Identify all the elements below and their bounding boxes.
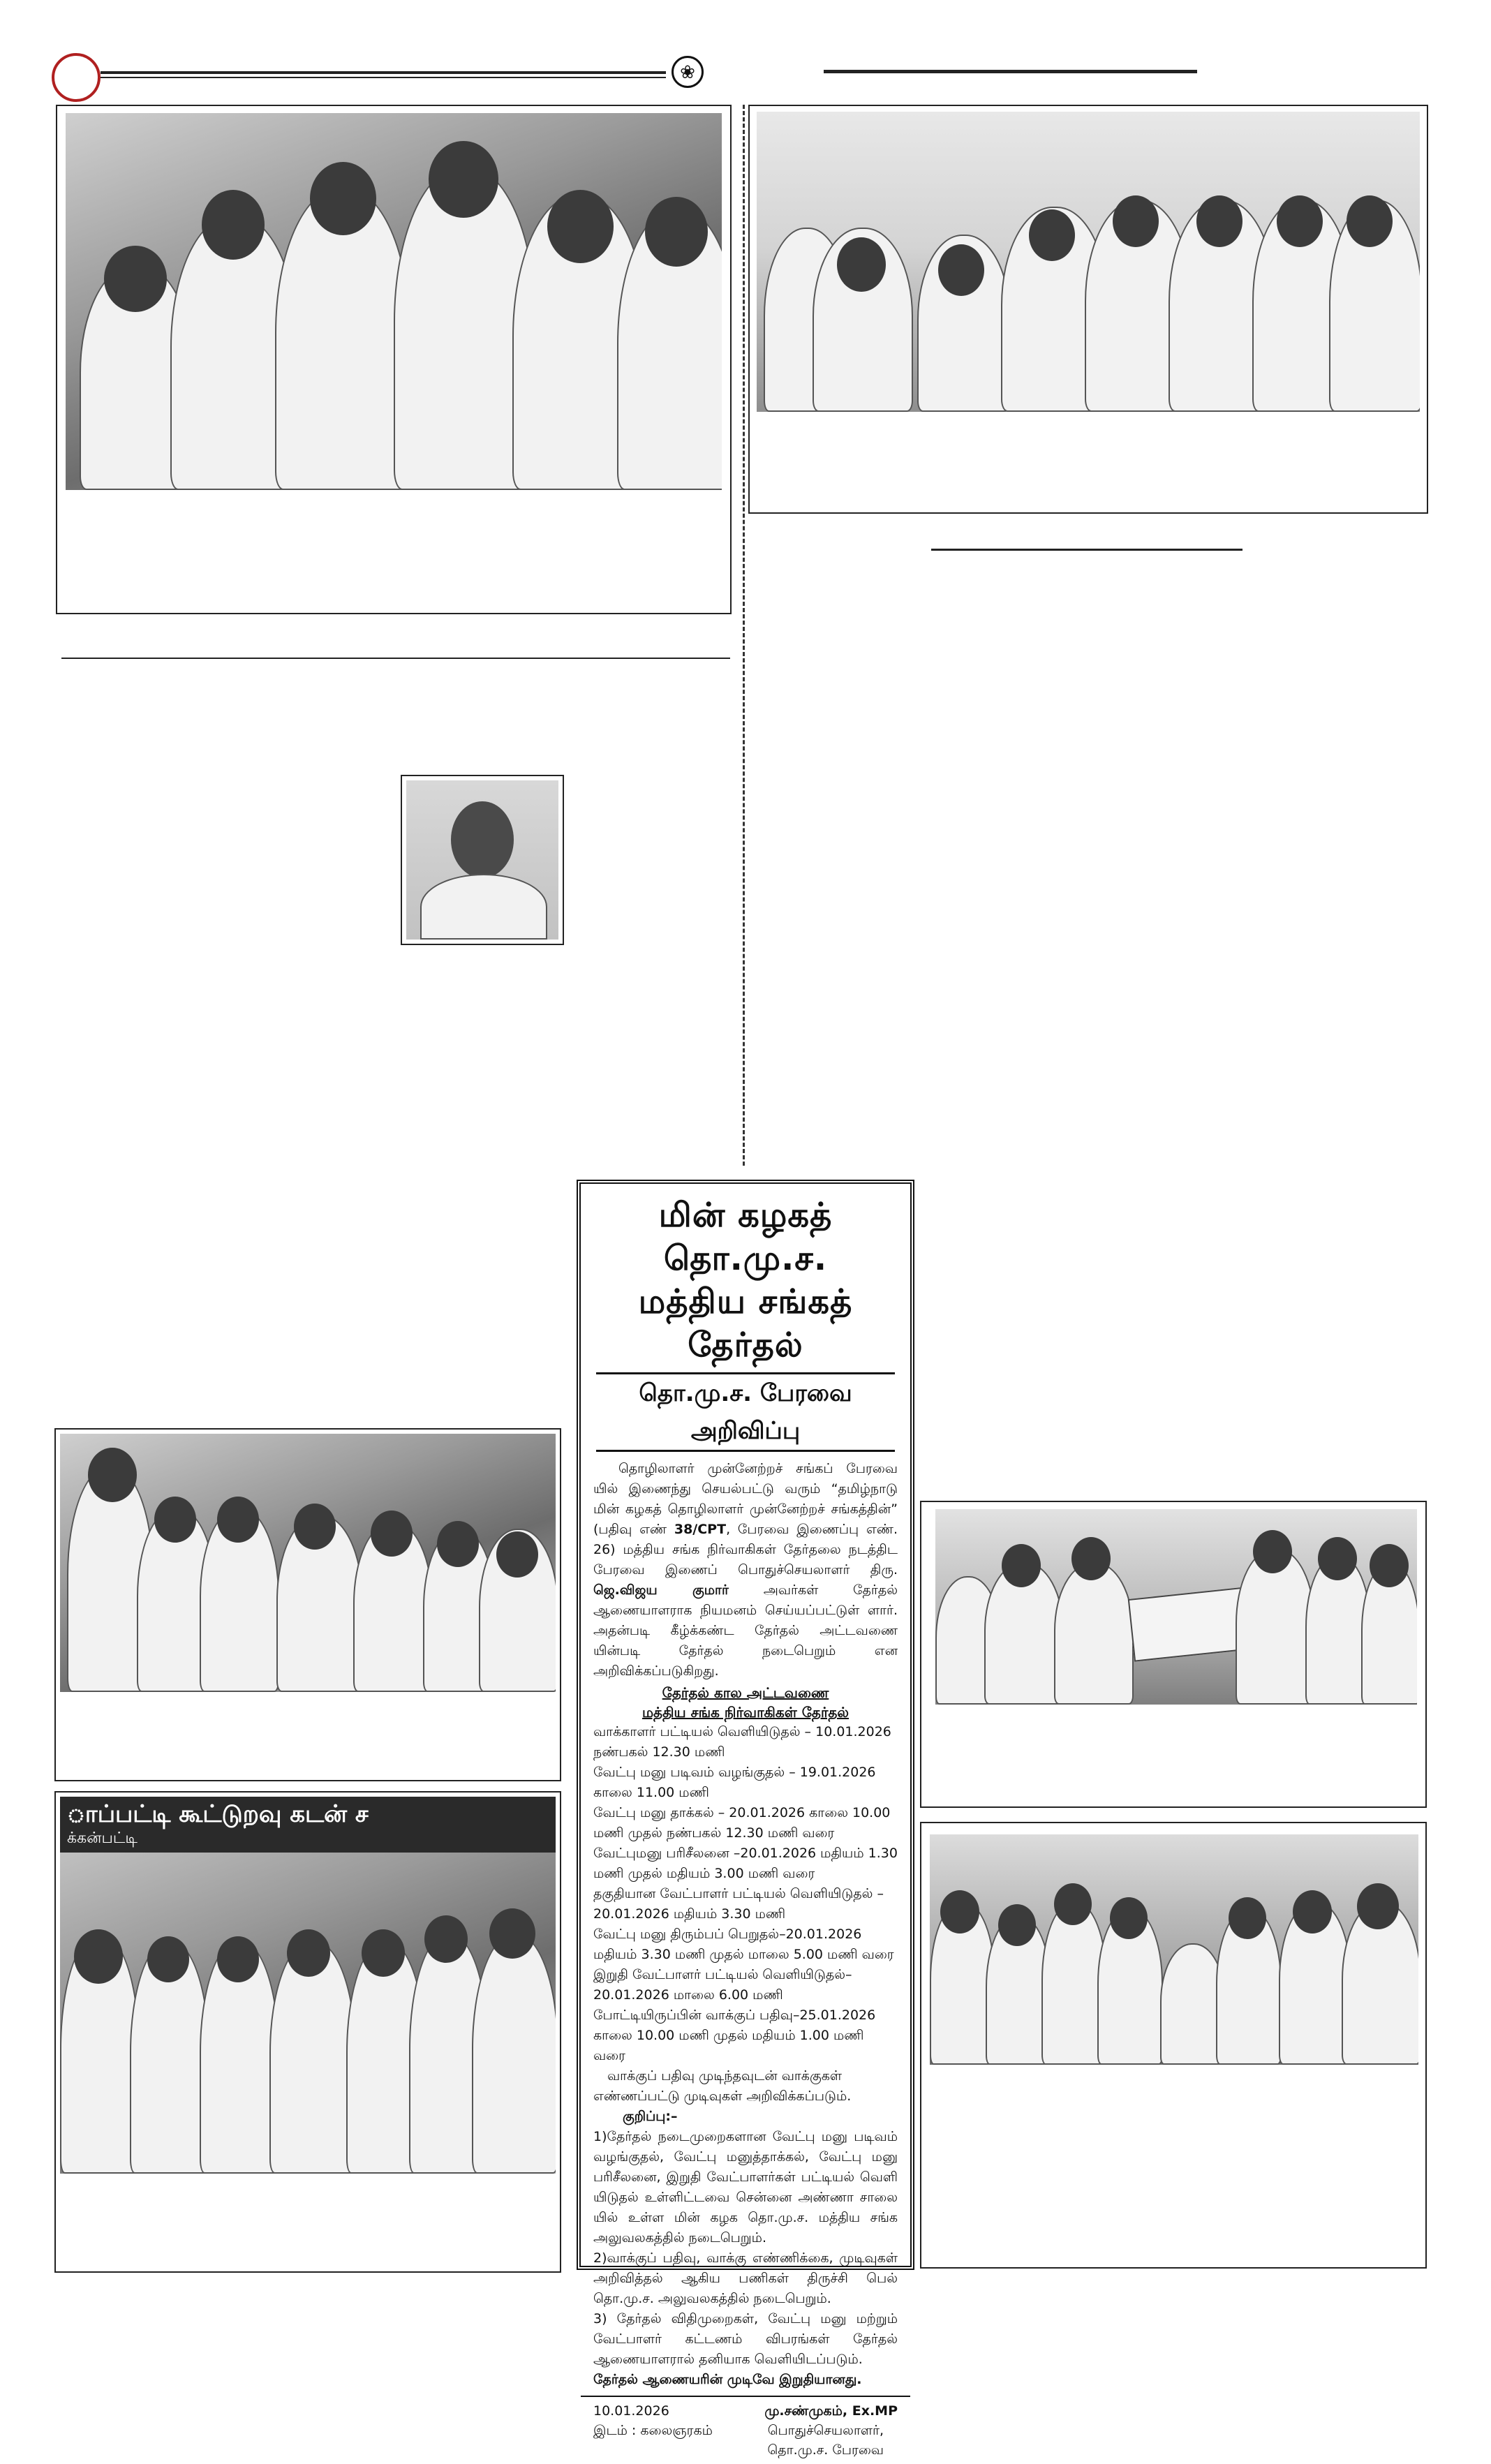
notice-place: இடம் : கலைஞரகம்: [593, 2423, 713, 2438]
emblem-icon: ❀: [672, 56, 704, 88]
banner-sign-line-2: க்கன்பட்டி: [67, 1830, 138, 1847]
photo-frame-top-right: [748, 105, 1428, 514]
note-item: 1)தேர்தல் நடைமுறைகளான வேட்பு மனு படிவம் வழங்குதல், வேட்பு மனுத்தாக்கல், வேட்பு மனு பரிசீலனை, இறுதி வேட்பாளர்கள் பட்டியல் வெளி யிடுதல் உள்ளிட்டவை சென்னை அண்ணா சாலை யில் உள்ள மின் கழக தொ.மு.ச. மத்திய சங்க அலுவலகத்தில் நடைபெறும்.: [593, 2129, 898, 2246]
masthead-rule-thin: [101, 77, 666, 78]
notice-title-line-1: மின் கழகத் தொ.மு.ச.: [658, 1196, 833, 1278]
schedule-item: வேட்புமனு பரிசீலனை –20.01.2026 மதியம் 1.30 மணி முதல் மதியம் 3.00 மணி வரை: [593, 1846, 898, 1881]
notice-signatory: மு.சண்முகம், Ex.MP: [764, 2403, 898, 2419]
schedule-item: வாக்காளர் பட்டியல் வெளியிடுதல் – 10.01.2026 நண்பகல் 12.30 மணி: [593, 1724, 891, 1760]
photo-frame-top-left: [56, 105, 732, 614]
news-photo-top-left: [66, 113, 722, 490]
section-rule-left: [61, 658, 730, 659]
photo-frame-mid-left: [54, 1428, 561, 1781]
note-item: 3) தேர்தல் விதிமுறைகள், வேட்பு மனு மற்றும் வேட்பாளர் கட்டணம் விபரங்கள் தேர்தல் ஆணையாளரால் தனியாக வெளியிடப்படும்.: [593, 2311, 898, 2367]
notice-intro-part-1: தொழிலாளர் முன்னேற்றச் சங்கப் பேரவை யில் இணைந்து செயல்பட்டு வரும் “தமிழ்நாடு மின் கழகத் தொழிலாளர் முன்னேற்றச் சங்கத்தின்” (பதிவு எண்: [593, 1461, 898, 1537]
schedule-item: வேட்பு மனு தாக்கல் – 20.01.2026 காலை 10.00 மணி முதல் நண்பகல் 12.30 மணி வரை: [593, 1805, 891, 1841]
notice-footer: [581, 2396, 910, 2464]
logo-circle: [52, 53, 101, 102]
notice-organisation: தொ.மு.ச. பேரவை: [767, 2442, 884, 2458]
photo-frame-mid-right: [920, 1501, 1427, 1808]
schedule-subheading: மத்திய சங்க நிர்வாகிகள் தேர்தல்: [641, 1704, 850, 1721]
notice-title-line-2: மத்திய சங்கத் தேர்தல்: [638, 1282, 853, 1365]
masthead-rule-right: [824, 70, 1197, 73]
notice-commissioner-name: ஜெ.விஜய குமார்: [593, 1582, 729, 1598]
portrait-frame: [401, 775, 564, 945]
schedule-heading: தேர்தல் கால அட்டவணை: [662, 1684, 829, 1701]
photo-frame-bottom-right: [920, 1822, 1427, 2269]
column-divider: [743, 105, 745, 1166]
schedule-item: இறுதி வேட்பாளர் பட்டியல் வெளியிடுதல்–20.01.2026 மாலை 6.00 மணி: [593, 1967, 852, 2003]
notice-final-line: தேர்தல் ஆணையரின் முடிவே இறுதியானது.: [593, 2372, 862, 2387]
schedule-item: தகுதியான வேட்பாளர் பட்டியல் வெளியிடுதல் – 20.01.2026 மதியம் 3.30 மணி: [593, 1886, 884, 1922]
banner-sign-line-1: ாப்பட்டி கூட்டுறவு கடன் ச: [67, 1800, 369, 1828]
notice-intro-part-2: , பேரவை இணைப்பு எண். 26) மத்திய சங்க நிர்வாகிகள் தேர்தலை நடத்திட பேரவை இணைப் பொதுச்செயலாளர் திரு.: [593, 1522, 898, 1578]
schedule-item: வாக்குப் பதிவு முடிந்தவுடன் வாக்குகள் எண்ணப்பட்டு முடிவுகள் அறிவிக்கப்படும்.: [593, 2068, 852, 2104]
schedule-item: போட்டியிருப்பின் வாக்குப் பதிவு–25.01.2026 காலை 10.00 மணி முதல் மதியம் 1.00 மணி வரை: [593, 2007, 876, 2063]
news-photo-bottom-left: [60, 1797, 556, 2174]
section-rule-right: [931, 549, 1242, 551]
notes-heading: குறிப்பு:–: [623, 2109, 678, 2124]
news-photo-top-right: [757, 112, 1420, 412]
schedule-item: வேட்பு மனு படிவம் வழங்குதல் – 19.01.2026 காலை 11.00 மணி: [593, 1765, 876, 1800]
schedule-item: வேட்பு மனு திரும்பப் பெறுதல்–20.01.2026 மதியம் 3.30 மணி முதல் மாலை 5.00 மணி வரை: [593, 1927, 894, 1962]
photo-frame-bottom-left: [54, 1791, 561, 2273]
portrait-photo: [406, 780, 558, 940]
notice-intro: [581, 1459, 910, 1682]
news-photo-mid-left: [60, 1434, 556, 1692]
news-photo-bottom-right: [930, 1834, 1418, 2065]
notice-designation: பொதுச்செயலாளர்,: [767, 2423, 884, 2438]
notice-date: 10.01.2026: [593, 2403, 669, 2419]
notice-intro-part-3: அவர்கள் தேர்தல் ஆணையாளராக நியமனம் செய்யப்பட்டுள் ளார். அதன்படி கீழ்க்கண்ட தேர்தல் அட்டவணை யின்படி தேர்தல் நடைபெறும் என அறிவிக்கப்படுகிறது.: [593, 1582, 898, 1679]
notice-registration-number: 38/CPT: [674, 1522, 727, 1537]
banner-sign: [60, 1797, 556, 1853]
election-notice: [577, 1180, 914, 2458]
news-photo-mid-right: [935, 1509, 1417, 1705]
notice-subtitle: தொ.மு.ச. பேரவை அறிவிப்பு: [596, 1372, 895, 1452]
note-item: 2)வாக்குப் பதிவு, வாக்கு எண்ணிக்கை, முடிவுகள் அறிவித்தல் ஆகிய பணிகள் திருச்சி பெல் தொ.மு.ச. அலுவலகத்தில் நடைபெறும்.: [593, 2250, 898, 2306]
masthead-rule: [101, 71, 666, 74]
